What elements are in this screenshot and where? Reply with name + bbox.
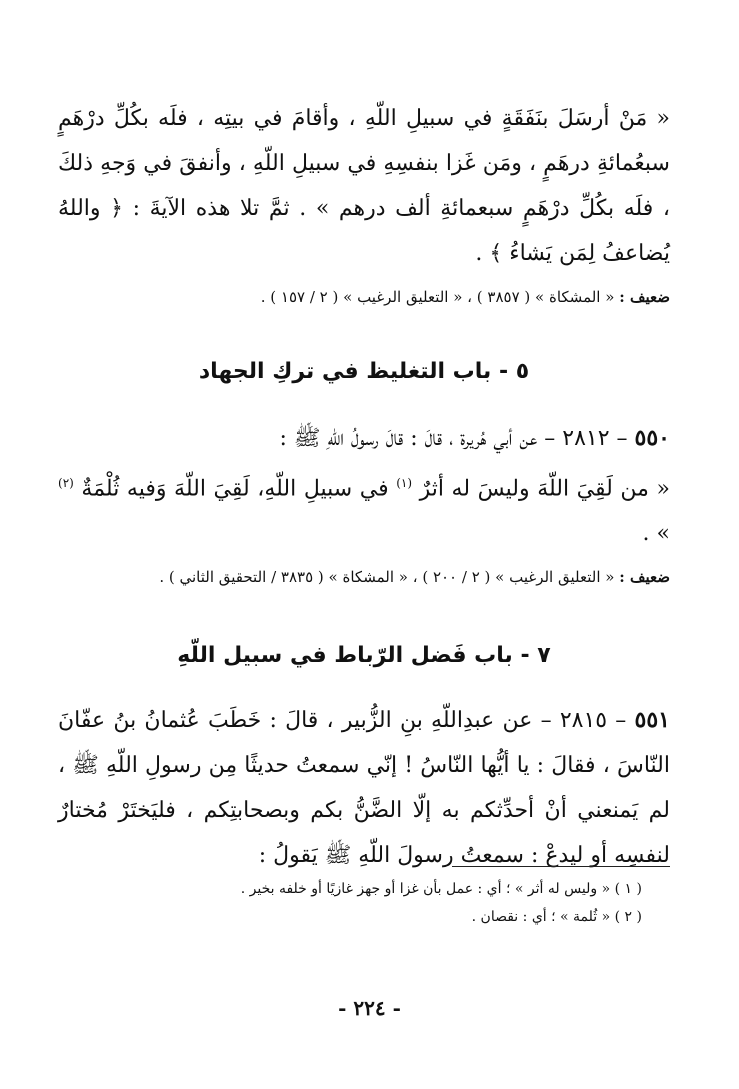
page-body	[58, 96, 670, 878]
hadith-549-text: « مَنْ أرسَلَ بنَفَقَةٍ في سبيلِ اللّهِ ، وأقامَ في بيتِه ، فلَه بكُلِّ درْهَمٍ سبعُمائةِ درهَمٍ ، ومَن غَزا بنفسِهِ في سبيلِ اللّهِ ، وأنفقَ في وَجهِ ذلكَ ، فلَه بكُلِّ درْهَمٍ سبعمائةِ ألف درهم » . ثمَّ تلا هذه الآيةَ : ﴿ واللهُ يُضاعفُ لِمَن يَشاءُ ﴾ .	[58, 106, 670, 266]
grade-label: ضعيف :	[619, 568, 670, 587]
hadith-550-intro: – ٢٨١٢ – عن أبي هُريرة ، قالَ : قالَ رسولُ اللّهِ ﷺ :	[279, 426, 635, 451]
grade-label: ضعيف :	[619, 288, 670, 306]
hadith-551-number: ٥٥١	[634, 707, 670, 734]
footnotes	[58, 866, 670, 931]
hadith-549-grade	[58, 282, 670, 312]
hadith-550-text-part3: » .	[642, 521, 670, 547]
hadith-550	[58, 416, 670, 556]
footnote-1: ( ١ ) « وليس له أثر » ؛ أي : عمل بأن غزا أو جهز غازيًا أو خلفه بخير .	[240, 881, 642, 897]
hadith-550-text-part2: في سبيلِ اللّهِ، لَقِيَ اللّهَ وَفيه ثُلْمَةٌ	[73, 476, 397, 502]
footnote-2: ( ٢ ) « ثُلمة » ؛ أي : نقصان .	[471, 909, 642, 925]
hadith-551-text: – ٢٨١٥ – عن عبدِاللّهِ بنِ الزُّبير ، قالَ : خَطَبَ عُثمانُ بنُ عفّانَ النّاسَ ، فقالَ : يا أيُّها النّاسُ ! إنّي سمعتُ حديثًا مِن رسولِ اللّهِ ﷺ ، لم يَمنعني أنْ أحدِّثكم به إلّا الضَّنُّ بكم وبصحابتِكم ، فليَختَرْ مُختارٌ لنفسِه أو ليدعْ : سمعتُ رسولَ اللّهِ ﷺ يَقولُ :	[58, 708, 670, 869]
hadith-550-text-part1: « من لَقِيَ اللّهَ وليسَ له أثرٌ	[412, 476, 670, 502]
grade-sources: « التعليق الرغيب » ( ٢ / ٢٠٠ ) ، « المشكاة » ( ٣٨٣٥ / التحقيق الثاني ) .	[159, 568, 620, 587]
hadith-550-number: ٥٥٠	[634, 425, 670, 451]
grade-sources: « المشكاة » ( ٣٨٥٧ ) ، « التعليق الرغيب » ( ٢ / ١٥٧ ) .	[260, 288, 620, 306]
footnote-ref-1[interactable]: (١)	[396, 476, 413, 490]
footnote-ref-2[interactable]: (٢)	[58, 476, 74, 490]
section-7-heading: ٧ - باب فَضل الرّباط في سبيل اللّهِ	[177, 643, 551, 669]
hadith-551	[58, 698, 670, 878]
hadith-550-grade	[58, 562, 670, 592]
page-number: - ٢٢٤ -	[338, 996, 401, 1020]
section-5-heading: ٥ - باب التغليظ في تركِ الجهاد	[198, 359, 530, 384]
footnote-divider	[452, 866, 670, 867]
